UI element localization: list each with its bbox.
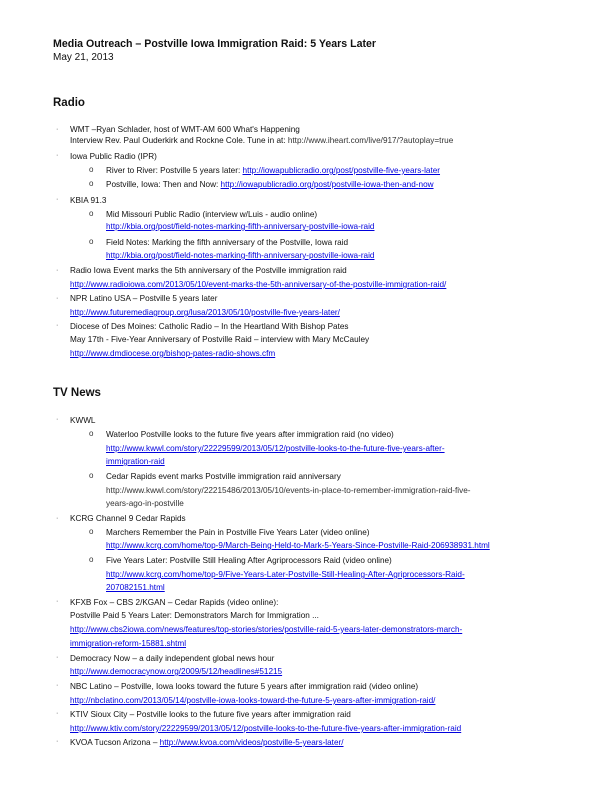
kwwl-item-1-link-cont[interactable]: immigration-raid (106, 457, 165, 466)
kwwl-item-1-label: Waterloo Postville looks to the future five years after immigration raid (no video) (106, 430, 394, 439)
bullet: · (56, 738, 59, 745)
bullet: · (56, 710, 59, 717)
sub-bullet: o (89, 471, 94, 480)
bullet: · (56, 322, 59, 329)
kvoa-link[interactable]: http://www.kvoa.com/videos/postville-5-years-later/ (159, 738, 344, 747)
bullet: · (56, 196, 59, 203)
kwwl-item-1-link[interactable]: http://www.kwwl.com/story/22229599/2013/05/12/postville-looks-to-the-future-five-years-after- (106, 444, 445, 453)
bullet: · (56, 295, 59, 302)
bullet: · (56, 654, 59, 661)
diocese-line-2: May 17th - Five-Year Anniversary of Postville Raid – interview with Mary McCauley (70, 335, 370, 344)
bullet: · (56, 682, 59, 689)
ipr-item-1-link[interactable]: http://iowapublicradio.org/post/postville-five-years-later (242, 166, 441, 175)
ipr-label: Iowa Public Radio (IPR) (70, 152, 157, 161)
sub-bullet: o (89, 237, 94, 246)
npr-label: NPR Latino USA – Postville 5 years later (70, 294, 218, 303)
wmt-line: WMT –Ryan Schlader, host of WMT-AM 600 What's Happening (70, 125, 300, 134)
kwwl-item-2-url-cont: years-ago-in-postville (106, 499, 184, 508)
wmt-interview-line: Interview Rev. Paul Ouderkirk and Rockne Cole. Tune in at: http://www.iheart.com/live/917/?autoplay=true (70, 136, 454, 145)
kcrg-label: KCRG Channel 9 Cedar Rapids (70, 514, 186, 523)
radio-iowa-label: Radio Iowa Event marks the 5th anniversary of the Postville immigration raid (70, 266, 347, 275)
kwwl-label: KWWL (70, 416, 96, 425)
wmt-url: http://www.iheart.com/live/917/?autoplay=true (287, 136, 454, 145)
kcrg-item-2-link[interactable]: http://www.kcrg.com/home/top-9/Five-Years-Later-Postville-Still-Healing-After-Agriprocessors-Raid- (106, 570, 465, 579)
sub-bullet: o (89, 527, 94, 536)
bullet: · (56, 267, 59, 274)
bullet: · (56, 515, 59, 522)
nbc-latino-link[interactable]: http://nbclatino.com/2013/05/14/postville-iowa-looks-toward-the-future-5-years-after-immigration-raid/ (70, 696, 436, 705)
document-date: May 21, 2013 (53, 52, 114, 63)
kbia-item-2-label: Field Notes: Marking the fifth anniversary of the Postville, Iowa raid (106, 238, 349, 247)
npr-link[interactable]: http://www.futuremediagroup.org/lusa/2013/05/10/postville-five-years-later/ (70, 308, 340, 317)
ktiv-link[interactable]: http://www.ktiv.com/story/22229599/2013/05/12/postville-looks-to-the-future-five-years-after-immigration-raid (70, 724, 462, 733)
ipr-item-2: Postville, Iowa: Then and Now: http://iowapublicradio.org/post/postville-iowa-then-and-now (106, 180, 434, 189)
sub-bullet: o (89, 429, 94, 438)
ktiv-label: KTIV Sioux City – Postville looks to the future five years after immigration raid (70, 710, 351, 719)
kcrg-item-2-label: Five Years Later: Postville Still Healing After Agriprocessors Raid (video online) (106, 556, 392, 565)
kbia-label: KBIA 91.3 (70, 196, 107, 205)
sub-bullet: o (89, 165, 94, 174)
kbia-item-1-link[interactable]: http://kbia.org/post/field-notes-marking-fifth-anniversary-postville-iowa-raid (106, 222, 375, 231)
sub-bullet: o (89, 179, 94, 188)
kfxb-link[interactable]: http://www.cbs2iowa.com/news/features/top-stories/stories/postville-raid-5-years-later-demonstrators-march- (70, 625, 463, 634)
kfxb-label: KFXB Fox – CBS 2/KGAN – Cedar Rapids (video online): (70, 598, 279, 607)
kwwl-item-2-url: http://www.kwwl.com/story/22215486/2013/05/10/events-in-place-to-remember-immigration-raid-five- (106, 486, 471, 495)
kbia-item-1-label: Mid Missouri Public Radio (interview w/Luis - audio online) (106, 210, 318, 219)
sub-bullet: o (89, 209, 94, 218)
kfxb-line-2: Postville Paid 5 Years Later: Demonstrators March for Immigration ... (70, 611, 319, 620)
democracy-now-link[interactable]: http://www.democracynow.org/2009/5/12/headlines#51215 (70, 667, 283, 676)
document-title: Media Outreach – Postville Iowa Immigration Raid: 5 Years Later (53, 38, 377, 50)
bullet: · (56, 152, 59, 159)
kcrg-item-2-link-cont[interactable]: 207082151.html (106, 583, 165, 592)
diocese-label: Diocese of Des Moines: Catholic Radio – In the Heartland With Bishop Pates (70, 322, 349, 331)
kcrg-item-1-link[interactable]: http://www.kcrg.com/home/top-9/March-Being-Held-to-Mark-5-Years-Since-Postville-Raid-206938931.html (106, 541, 490, 550)
kcrg-item-1-label: Marchers Remember the Pain in Postville Five Years Later (video online) (106, 528, 370, 537)
diocese-link[interactable]: http://www.dmdiocese.org/bishop-pates-radio-shows.cfm (70, 349, 276, 358)
ipr-item-1: River to River: Postville 5 years later: http://iowapublicradio.org/post/postville-five-years-later (106, 166, 441, 175)
bullet: · (56, 126, 59, 133)
nbc-latino-label: NBC Latino – Postville, Iowa looks toward the future 5 years after immigration raid (video online) (70, 682, 419, 691)
kvoa-line: KVOA Tucson Arizona – http://www.kvoa.com/videos/postville-5-years-later/ (70, 738, 344, 747)
kwwl-item-2-label: Cedar Rapids event marks Postville immigration raid anniversary (106, 472, 341, 481)
radio-heading: Radio (53, 97, 85, 109)
kfxb-link-cont[interactable]: immigration-reform-15881.shtml (70, 639, 187, 648)
tv-news-heading: TV News (53, 387, 101, 399)
democracy-now-label: Democracy Now – a daily independent global news hour (70, 654, 275, 663)
sub-bullet: o (89, 555, 94, 564)
kbia-item-2-link[interactable]: http://kbia.org/post/field-notes-marking-fifth-anniversary-postville-iowa-raid (106, 251, 375, 260)
bullet: · (56, 416, 59, 423)
radio-iowa-link[interactable]: http://www.radioiowa.com/2013/05/10/event-marks-the-5th-anniversary-of-the-postville-immigration-raid/ (70, 280, 447, 289)
ipr-item-2-link[interactable]: http://iowapublicradio.org/post/postville-iowa-then-and-now (220, 180, 434, 189)
bullet: · (56, 598, 59, 605)
